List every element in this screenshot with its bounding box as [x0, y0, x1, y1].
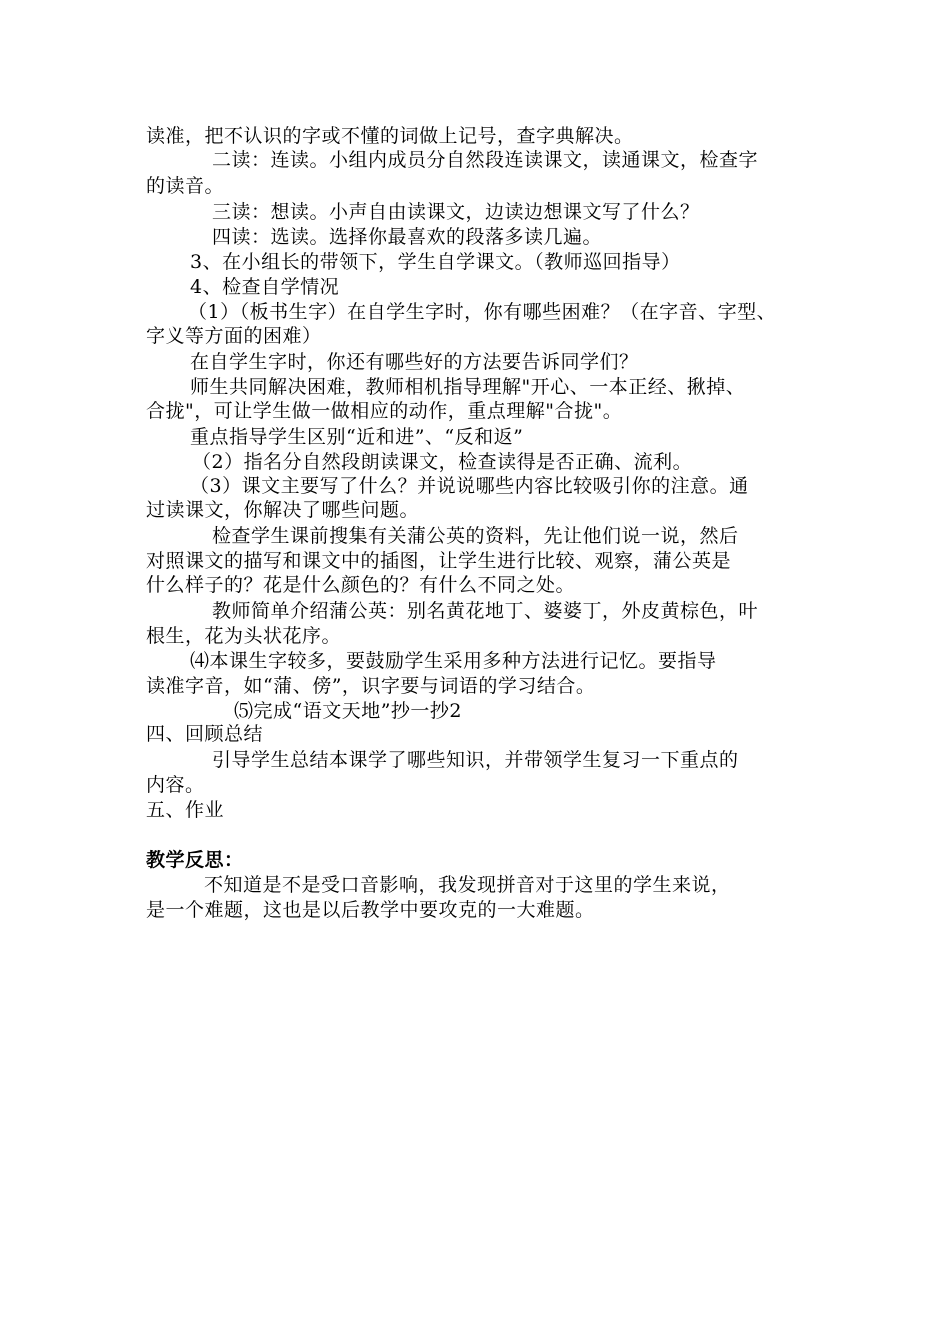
- text-line: 什么样子的？花是什么颜色的？有什么不同之处。: [146, 574, 576, 596]
- text-line: 教师简单介绍蒲公英：别名黄花地丁、婆婆丁，外皮黄棕色，叶: [212, 600, 759, 622]
- text-line: 根生，花为头状花序。: [146, 625, 342, 647]
- text-line: 字义等方面的困难）: [146, 325, 322, 347]
- text-line: 对照课文的描写和课文中的插图，让学生进行比较、观察，蒲公英是: [146, 550, 732, 572]
- text-line: 过读课文，你解决了哪些问题。: [146, 499, 420, 521]
- text-line: 重点指导学生区别“近和进”、“反和返”: [190, 426, 524, 448]
- text-line: 二读：连读。小组内成员分自然段连读课文，读通课文，检查字: [212, 149, 759, 171]
- text-line: 4、检查自学情况: [190, 276, 340, 298]
- text-line: 检查学生课前搜集有关蒲公英的资料，先让他们说一说，然后: [212, 525, 739, 547]
- section-heading: 五、作业: [146, 799, 225, 821]
- text-line: 在自学生字时，你还有哪些好的方法要告诉同学们？: [190, 351, 639, 373]
- reflection-line: 不知道是不是受口音影响，我发现拼音对于这里的学生来说，: [204, 874, 731, 896]
- text-line: 3、在小组长的带领下，学生自学课文。（教师巡回指导）: [190, 251, 681, 273]
- text-line: （3）课文主要写了什么？并说说哪些内容比较吸引你的注意。通: [190, 475, 749, 497]
- text-line: （1）（板书生字）在自学生字时，你有哪些困难？（在字音、字型、: [188, 301, 777, 323]
- text-line: 读准字音，如“蒲、傍”，识字要与词语的学习结合。: [146, 675, 596, 697]
- text-line: （2）指名分自然段朗读课文，检查读得是否正确、流利。: [192, 451, 693, 473]
- section-heading: 四、回顾总结: [146, 723, 264, 745]
- reflection-line: 是一个难题，这也是以后教学中要攻克的一大难题。: [146, 899, 595, 921]
- text-line: 内容。: [146, 774, 205, 796]
- text-line: ⑸完成“语文天地”抄一抄2: [234, 700, 463, 722]
- text-line: ⑷本课生字较多，要鼓励学生采用多种方法进行记忆。要指导: [190, 650, 717, 672]
- text-line: 读准，把不认识的字或不懂的词做上记号，查字典解决。: [146, 125, 634, 147]
- text-line: 引导学生总结本课学了哪些知识，并带领学生复习一下重点的: [212, 749, 739, 771]
- text-line: 三读：想读。小声自由读课文，边读边想课文写了什么？: [212, 201, 700, 223]
- reflection-heading: 教学反思：: [146, 849, 244, 871]
- text-line: 合拢"，可让学生做一做相应的动作，重点理解"合拢"。: [146, 400, 623, 422]
- text-line: 四读：选读。选择你最喜欢的段落多读几遍。: [212, 226, 603, 248]
- text-line: 的读音。: [146, 175, 225, 197]
- text-line: 师生共同解决困难，教师相机指导理解"开心、一本正经、揪掉、: [190, 376, 746, 398]
